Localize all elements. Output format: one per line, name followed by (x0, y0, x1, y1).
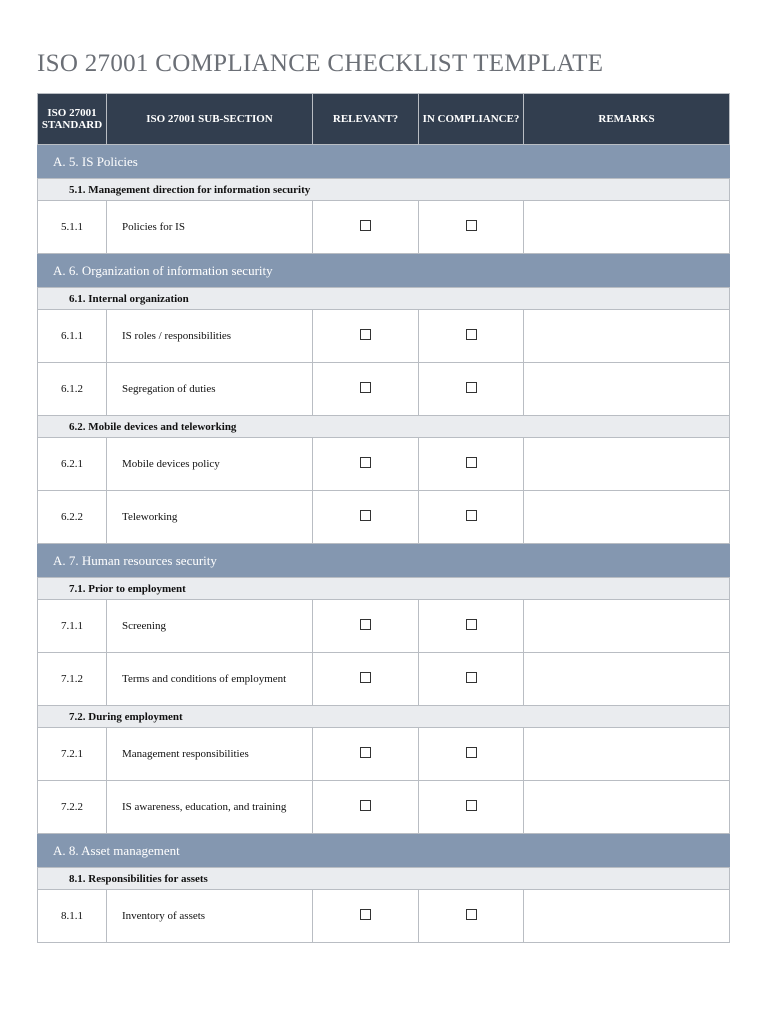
relevant-checkbox[interactable] (360, 510, 371, 521)
relevant-checkbox[interactable] (360, 220, 371, 231)
subsection-label: 7.1. Prior to employment (38, 578, 730, 600)
subsection-row (38, 578, 730, 600)
item-number: 6.1.1 (38, 310, 107, 363)
relevant-cell (313, 600, 419, 653)
section-row (38, 254, 730, 288)
remarks-cell[interactable] (524, 728, 730, 781)
relevant-cell (313, 653, 419, 706)
header-compliance: IN COMPLIANCE? (419, 94, 524, 145)
item-name: Screening (107, 600, 313, 653)
remarks-cell[interactable] (524, 600, 730, 653)
remarks-cell[interactable] (524, 890, 730, 943)
table-row (38, 438, 730, 491)
relevant-checkbox[interactable] (360, 457, 371, 468)
relevant-cell (313, 491, 419, 544)
compliance-checkbox[interactable] (466, 510, 477, 521)
remarks-cell[interactable] (524, 653, 730, 706)
table-row (38, 653, 730, 706)
checklist-table (37, 93, 730, 943)
section-row (38, 544, 730, 578)
relevant-cell (313, 781, 419, 834)
relevant-checkbox[interactable] (360, 619, 371, 630)
subsection-row (38, 706, 730, 728)
section-label: A. 8. Asset management (38, 834, 730, 868)
subsection-label: 7.2. During employment (38, 706, 730, 728)
header-row (38, 94, 730, 145)
compliance-checkbox[interactable] (466, 382, 477, 393)
remarks-cell[interactable] (524, 491, 730, 544)
section-label: A. 5. IS Policies (38, 145, 730, 179)
header-subsection: ISO 27001 SUB-SECTION (107, 94, 313, 145)
compliance-cell (419, 491, 524, 544)
compliance-cell (419, 890, 524, 943)
remarks-cell[interactable] (524, 781, 730, 834)
item-name: IS awareness, education, and training (107, 781, 313, 834)
header-standard: ISO 27001 STANDARD (38, 94, 107, 145)
relevant-checkbox[interactable] (360, 382, 371, 393)
relevant-checkbox[interactable] (360, 909, 371, 920)
table-row (38, 201, 730, 254)
section-row (38, 145, 730, 179)
subsection-label: 5.1. Management direction for information security (38, 179, 730, 201)
item-number: 5.1.1 (38, 201, 107, 254)
relevant-cell (313, 438, 419, 491)
relevant-checkbox[interactable] (360, 672, 371, 683)
item-name: Mobile devices policy (107, 438, 313, 491)
table-row (38, 600, 730, 653)
compliance-checkbox[interactable] (466, 329, 477, 340)
item-number: 7.1.2 (38, 653, 107, 706)
table-row (38, 491, 730, 544)
item-number: 7.1.1 (38, 600, 107, 653)
section-label: A. 7. Human resources security (38, 544, 730, 578)
page-title: ISO 27001 COMPLIANCE CHECKLIST TEMPLATE (37, 50, 604, 77)
compliance-cell (419, 653, 524, 706)
item-name: Management responsibilities (107, 728, 313, 781)
compliance-cell (419, 728, 524, 781)
compliance-cell (419, 310, 524, 363)
item-number: 8.1.1 (38, 890, 107, 943)
item-name: Inventory of assets (107, 890, 313, 943)
item-name: Terms and conditions of employment (107, 653, 313, 706)
remarks-cell[interactable] (524, 201, 730, 254)
compliance-checkbox[interactable] (466, 457, 477, 468)
header-relevant: RELEVANT? (313, 94, 419, 145)
item-number: 7.2.1 (38, 728, 107, 781)
compliance-checkbox[interactable] (466, 672, 477, 683)
checklist-body (38, 145, 730, 943)
compliance-checkbox[interactable] (466, 747, 477, 758)
table-row (38, 890, 730, 943)
compliance-checkbox[interactable] (466, 619, 477, 630)
relevant-checkbox[interactable] (360, 329, 371, 340)
table-row (38, 781, 730, 834)
relevant-cell (313, 890, 419, 943)
relevant-checkbox[interactable] (360, 800, 371, 811)
subsection-label: 8.1. Responsibilities for assets (38, 868, 730, 890)
relevant-cell (313, 363, 419, 416)
item-name: IS roles / responsibilities (107, 310, 313, 363)
table-row (38, 310, 730, 363)
remarks-cell[interactable] (524, 363, 730, 416)
compliance-cell (419, 201, 524, 254)
item-name: Teleworking (107, 491, 313, 544)
item-number: 6.1.2 (38, 363, 107, 416)
item-name: Segregation of duties (107, 363, 313, 416)
compliance-checkbox[interactable] (466, 909, 477, 920)
item-number: 7.2.2 (38, 781, 107, 834)
subsection-row (38, 868, 730, 890)
subsection-label: 6.1. Internal organization (38, 288, 730, 310)
remarks-cell[interactable] (524, 310, 730, 363)
subsection-label: 6.2. Mobile devices and teleworking (38, 416, 730, 438)
header-remarks: REMARKS (524, 94, 730, 145)
relevant-cell (313, 201, 419, 254)
compliance-cell (419, 600, 524, 653)
section-label: A. 6. Organization of information security (38, 254, 730, 288)
item-number: 6.2.2 (38, 491, 107, 544)
subsection-row (38, 416, 730, 438)
subsection-row (38, 179, 730, 201)
compliance-checkbox[interactable] (466, 800, 477, 811)
compliance-cell (419, 363, 524, 416)
relevant-checkbox[interactable] (360, 747, 371, 758)
compliance-cell (419, 781, 524, 834)
section-row (38, 834, 730, 868)
item-number: 6.2.1 (38, 438, 107, 491)
subsection-row (38, 288, 730, 310)
table-row (38, 363, 730, 416)
compliance-cell (419, 438, 524, 491)
remarks-cell[interactable] (524, 438, 730, 491)
relevant-cell (313, 310, 419, 363)
table-row (38, 728, 730, 781)
compliance-checkbox[interactable] (466, 220, 477, 231)
relevant-cell (313, 728, 419, 781)
item-name: Policies for IS (107, 201, 313, 254)
